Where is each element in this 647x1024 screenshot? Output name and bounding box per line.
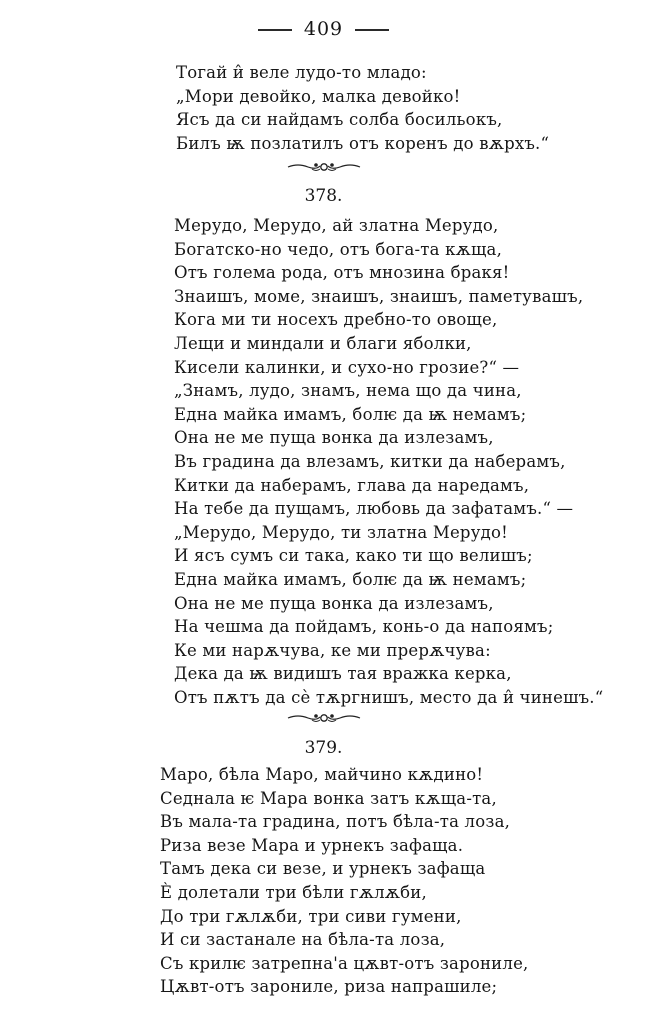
- verse-line: Тамъ дека си везе, и урнекъ зафаща: [160, 859, 486, 879]
- verse-line: Билъ ѭ позлатилъ отъ коренъ до вѫрхъ.“: [176, 133, 550, 153]
- verse-line: И си застанале на бѣла-та лоза,: [160, 930, 446, 950]
- verse-line: Дека да ѭ видишъ тая вражка керка,: [174, 664, 512, 684]
- verse-line: На чешма да пойдамъ, конь-о да напоямъ;: [174, 617, 554, 637]
- verse-line: Ясъ да си найдамъ солба босильокъ,: [176, 110, 503, 130]
- continued-verse: [0, 61, 647, 155]
- verse-line: Кисели калинки, и сухо-но грозие?“ —: [174, 357, 520, 377]
- verse-line: Богатско-но чедо, отъ бога-та кѫща,: [174, 239, 503, 259]
- verse-line: Лещи и миндали и благи яболки,: [174, 333, 472, 353]
- verse-line: Въ мала-та градина, потъ бѣла-та лоза,: [160, 812, 511, 832]
- verse-line: Цѫвт-отъ зарониле, риза напрашиле;: [160, 977, 498, 997]
- page-number: 409: [303, 18, 344, 40]
- ornament-divider: [0, 160, 647, 174]
- verse-line: Въ градина да влезамъ, китки да наберамъ,: [174, 451, 566, 471]
- verse-line: Една майка имамъ, болѥ да ѭ немамъ;: [174, 404, 527, 424]
- verse-line: Мерудо, Мерудо, ай златна Мерудо,: [174, 216, 499, 235]
- verse-line: „Мерудо, Мерудо, ти златна Мерудо!: [174, 522, 508, 542]
- verse-line: До три гѫлѫби, три сиви гумени,: [160, 906, 462, 926]
- header-dash-right: [355, 29, 389, 31]
- verse-line: „Мори девойко, малка девойко!: [176, 86, 461, 106]
- verse-line: Риза везе Мара и урнекъ зафаща.: [160, 835, 464, 855]
- verse-line: Отъ голема рода, отъ мнозина бракя!: [174, 263, 510, 283]
- ornament-icon: [286, 160, 362, 174]
- song-number: 378.: [304, 186, 343, 206]
- verse-line: Она не ме пуща вонка да излезамъ,: [174, 593, 494, 613]
- song-378: [0, 214, 647, 709]
- verse-line: И ясъ сумъ си така, како ти що велишъ;: [174, 546, 533, 566]
- verse-line: Китки да наберамъ, глава да наредамъ,: [174, 475, 530, 495]
- verse-line: Една майка имамъ, болѥ да ѭ немамъ;: [174, 569, 527, 589]
- verse-line: Ке ми нарѫчува, ке ми прерѫчува:: [174, 640, 491, 660]
- verse-line: Знаишъ, моме, знаишъ, знаишъ, паметувашъ,: [174, 286, 584, 306]
- verse-line: „Знамъ, лудо, знамъ, нема що да чина,: [174, 381, 522, 401]
- ornament-divider: [0, 711, 647, 725]
- verse-line: Ѐ долетали три бѣли гѫлѫби,: [160, 882, 427, 902]
- verse-line: Кога ми ти носехъ дребно-то овоще,: [174, 310, 498, 330]
- verse-line: Седнала ѥ Мара вонка затъ кѫща-та,: [160, 788, 497, 808]
- verse-line: Отъ пѫтъ да сѐ тѫргнишъ, место да и̂ чинешъ.“: [174, 687, 604, 707]
- page-header: [0, 18, 647, 40]
- verse-line: Маро, бѣла Маро, майчино кѫдино!: [160, 765, 484, 784]
- verse-line: На тебе да пущамъ, любовь да зафатамъ.“ —: [174, 499, 574, 519]
- header-dash-left: [258, 29, 292, 31]
- ornament-icon: [286, 711, 362, 725]
- song-379: [0, 763, 647, 999]
- verse-line: Она не ме пуща вонка да излезамъ,: [174, 428, 494, 448]
- song-number: 379.: [304, 738, 343, 758]
- verse-line: Тогай и̂ веле лудо-то младо:: [176, 63, 427, 82]
- verse-line: Съ крилѥ затрепна'а цѫвт-отъ зарониле,: [160, 953, 529, 973]
